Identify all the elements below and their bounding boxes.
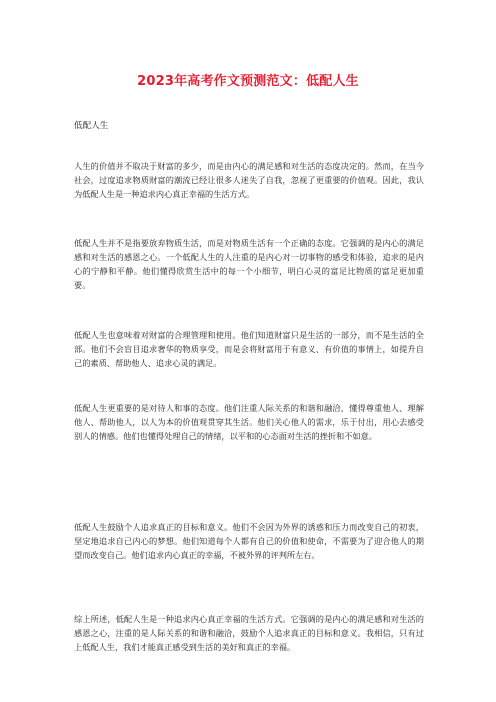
- paragraph-4: 低配人生更重要的是对待人和事的态度。他们注重人际关系的和谐和融洽，懂得尊重他人、理解他人、帮助他人，以人为本的价值观贯穿其生活。他们关心他人的需求，乐于付出，用心去感受别人的情感。他们也懂得处理自己的情绪，以平和的心态面对生活的挫折和不如意。: [74, 403, 424, 441]
- paragraph-6: 综上所述，低配人生是一种追求内心真正幸福的生活方式。它强调的是内心的满足感和对生活的感恩之心，注重的是人际关系的和谐和融洽，鼓励个人追求真正的目标和意义。我相信，只有过上低配人生，我们才能真正感受到生活的美好和真正的幸福。: [74, 614, 424, 652]
- paragraph-5: 低配人生鼓励个人追求真正的目标和意义。他们不会因为外界的诱惑和压力而改变自己的初衷，坚定地追求自己内心的梦想。他们知道每个人都有自己的价值和使命，不需要为了迎合他人的期望而改变自己。他们追求内心真正的幸福，不被外界的评判所左右。: [74, 522, 424, 560]
- document-title: 2023年高考作文预测范文：低配人生: [137, 74, 359, 89]
- paragraph-2: 低配人生并不是指要放弃物质生活，而是对物质生活有一个正确的态度。它强调的是内心的满足感和对生活的感恩之心。一个低配人生的人注重的是内心对一切事物的感受和体验，追求的是内心的宁静和平静。他们懂得欣赏生活中的每一个小细节，明白心灵的富足比物质的富足更加重要。: [74, 238, 424, 290]
- paragraph-3: 低配人生也意味着对财富的合理管理和使用。他们知道财富只是生活的一部分，而不是生活的全部。他们不会盲目追求奢华的物质享受，而是会将财富用于有意义、有价值的事情上，如提升自己的素质、帮助他人、追求心灵的满足。: [74, 330, 424, 368]
- paragraph-1: 人生的价值并不取决于财富的多少，而是由内心的满足感和对生活的态度决定的。然而，在当今社会，过度追求物质财富的潮流已经让很多人迷失了自我，忽视了更重要的价值观。因此，我认为低配人生是一种追求内心真正幸福的生活方式。: [74, 161, 424, 199]
- essay-subheading: 低配人生: [74, 121, 109, 131]
